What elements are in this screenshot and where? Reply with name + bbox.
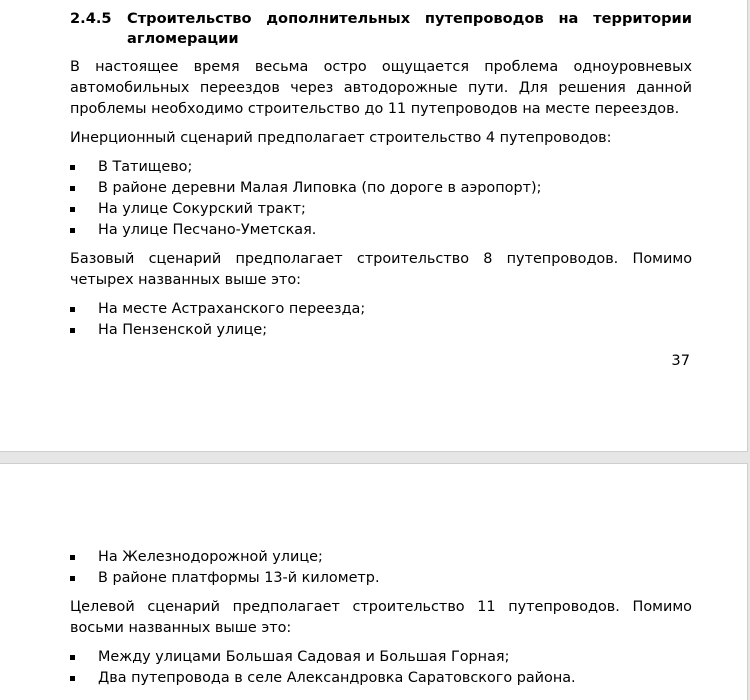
list-item-text: На улице Песчано-Уметская. bbox=[98, 222, 317, 238]
list-item-text: В районе деревни Малая Липовка (по дороге в аэропорт); bbox=[98, 180, 542, 196]
bullet-square-icon bbox=[70, 307, 75, 312]
bullet-square-icon bbox=[70, 207, 75, 212]
list-item bbox=[70, 199, 692, 220]
bullet-square-icon bbox=[70, 165, 75, 170]
bullet-square-icon bbox=[70, 655, 75, 660]
list-item-text: На месте Астраханского переезда; bbox=[98, 301, 366, 317]
list-item bbox=[70, 299, 692, 320]
paragraph-inertial-scenario: Инерционный сценарий предполагает строительство 4 путепроводов: bbox=[70, 130, 612, 146]
list-item bbox=[70, 547, 692, 568]
page-number: 37 bbox=[671, 352, 690, 369]
list-item-text: В Татищево; bbox=[98, 159, 193, 175]
list-item-text: На Пензенской улице; bbox=[98, 322, 268, 338]
section-title: Строительство дополнительных путепроводов на территории агломерации bbox=[127, 10, 692, 47]
list-item bbox=[70, 568, 692, 589]
page-content bbox=[70, 9, 692, 349]
paragraph-problem: В настоящее время весьма остро ощущается проблема одноуровневых автомобильных переездов через автодорожные пути. Для решения данной проблемы необходимо строительство до 11 путепроводов на месте переездов. bbox=[70, 59, 692, 117]
list-item bbox=[70, 668, 692, 689]
base-scenario-list bbox=[70, 299, 692, 341]
list-item bbox=[70, 157, 692, 178]
bullet-square-icon bbox=[70, 228, 75, 233]
page-content bbox=[70, 547, 692, 697]
list-item bbox=[70, 220, 692, 241]
section-heading bbox=[70, 9, 692, 49]
list-item-text: На улице Сокурский тракт; bbox=[98, 201, 306, 217]
section-number: 2.4.5 bbox=[70, 10, 112, 27]
list-item bbox=[70, 647, 692, 668]
paragraph-base-scenario: Базовый сценарий предполагает строительство 8 путепроводов. Помимо четырех названных выше это: bbox=[70, 251, 692, 288]
list-item-text: На Железнодорожной улице; bbox=[98, 549, 323, 565]
paragraph-target-scenario: Целевой сценарий предполагает строительство 11 путепроводов. Помимо восьми названных выше это: bbox=[70, 599, 692, 636]
target-scenario-list bbox=[70, 647, 692, 689]
inertial-scenario-list bbox=[70, 157, 692, 241]
list-item-text: Между улицами Большая Садовая и Большая Горная; bbox=[98, 649, 510, 665]
bullet-square-icon bbox=[70, 576, 75, 581]
bullet-square-icon bbox=[70, 555, 75, 560]
base-scenario-list-continued bbox=[70, 547, 692, 589]
list-item-text: В районе платформы 13-й километр. bbox=[98, 570, 380, 586]
list-item bbox=[70, 178, 692, 199]
bullet-square-icon bbox=[70, 676, 75, 681]
bullet-square-icon bbox=[70, 186, 75, 191]
document-page-38 bbox=[0, 463, 748, 700]
list-item bbox=[70, 320, 692, 341]
bullet-square-icon bbox=[70, 328, 75, 333]
list-item-text: Два путепровода в селе Александровка Саратовского района. bbox=[98, 670, 576, 686]
